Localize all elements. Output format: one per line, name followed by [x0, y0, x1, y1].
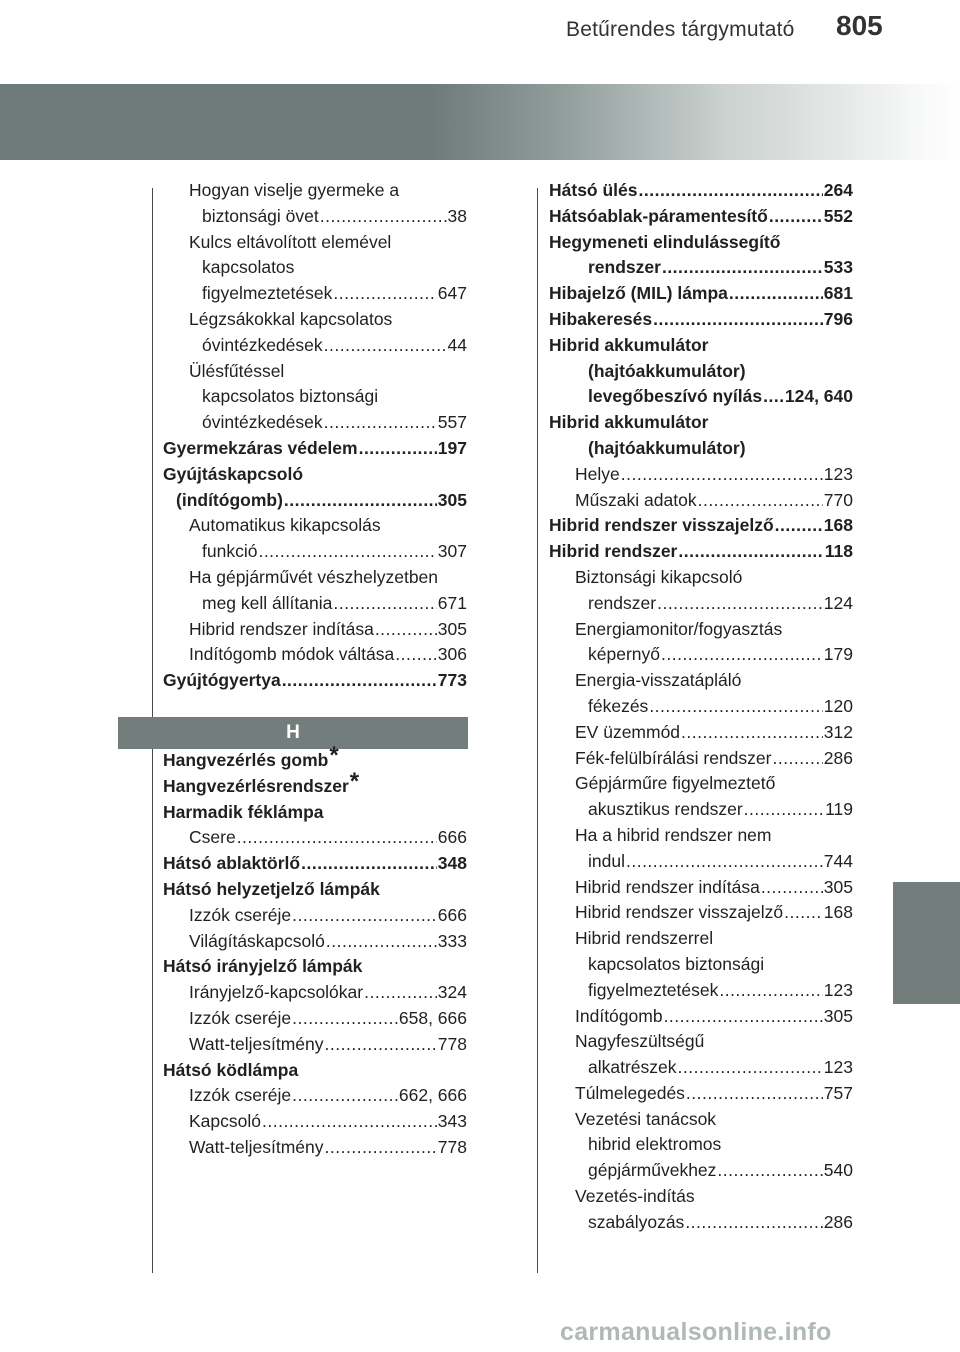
dot-leader: [664, 1004, 823, 1030]
entry-page: 306: [437, 644, 467, 665]
index-entry: [549, 1132, 853, 1158]
index-entry: [549, 333, 853, 359]
dot-leader: [657, 591, 823, 617]
entry-text: akusztikus rendszer: [588, 799, 743, 820]
page-header: [0, 0, 960, 76]
index-entry: [163, 929, 467, 955]
index-entry: [549, 204, 853, 230]
index-entry: [163, 436, 467, 462]
index-entry: [549, 926, 853, 952]
index-entry: [163, 230, 467, 256]
dot-leader: [649, 694, 822, 720]
index-entry: [549, 436, 853, 462]
entry-page: 778: [437, 1136, 467, 1157]
entry-text: Ha gépjárművét vészhelyzetben: [189, 566, 439, 587]
dot-leader: [698, 488, 823, 514]
entry-text: rendszer: [588, 257, 661, 278]
dot-leader: [662, 255, 823, 281]
entry-page: 666: [437, 904, 467, 925]
entry-page: 286: [823, 1211, 853, 1232]
entry-page: 123: [823, 1057, 853, 1078]
index-entry: [549, 178, 853, 204]
dot-leader: [626, 849, 823, 875]
entry-text: Hangvezérlésrendszer: [163, 775, 349, 796]
entry-text: gépjárművekhez: [588, 1160, 717, 1181]
entry-page: 305: [437, 618, 467, 639]
index-entry: [549, 359, 853, 385]
chapter-thumb-tab: [893, 882, 960, 1004]
index-entry: [163, 1032, 467, 1058]
dot-leader: [359, 436, 437, 462]
dot-leader: [237, 825, 437, 851]
entry-text: hibrid elektromos: [588, 1134, 722, 1155]
entry-text: Csere: [189, 827, 236, 848]
index-entry: [163, 668, 467, 694]
index-entry: [163, 1006, 467, 1032]
entry-text: Hibrid rendszer visszajelző: [575, 902, 784, 923]
dot-leader: [301, 851, 437, 877]
dot-leader: [325, 1135, 437, 1161]
entry-text: óvintézkedések: [202, 334, 323, 355]
index-entry: [549, 1029, 853, 1055]
entry-text: (hajtóakkumulátor): [588, 360, 746, 381]
entry-text: Hátsó ülés: [549, 180, 638, 200]
entry-page: 120: [823, 695, 853, 716]
entry-text: Watt-teljesítmény: [189, 1033, 324, 1054]
entry-text: figyelmeztetések: [202, 283, 333, 304]
index-entry: [163, 642, 467, 668]
entry-text: Vezetési tanácsok: [575, 1108, 717, 1129]
index-entry: [163, 1083, 467, 1109]
index-entry: [549, 1184, 853, 1210]
entry-text: kapcsolatos biztonsági: [202, 386, 379, 407]
index-entry: [549, 488, 853, 514]
index-entry: [549, 462, 853, 488]
entry-page: 552: [823, 205, 853, 226]
entry-page: 757: [823, 1082, 853, 1103]
entry-text: Hátsóablak-páramentesítő: [549, 205, 768, 226]
entry-text: Indítógomb: [575, 1005, 663, 1026]
index-entry: [163, 851, 467, 877]
dot-leader: [262, 1109, 437, 1135]
index-entry: [549, 410, 853, 436]
index-entry: [549, 823, 853, 849]
entry-text: Kapcsoló: [189, 1111, 261, 1132]
index-entry: [549, 978, 853, 1004]
entry-page: 307: [437, 541, 467, 562]
letter-heading: H: [118, 717, 468, 749]
dot-leader: [639, 178, 823, 204]
dot-leader: [761, 875, 823, 901]
index-entry: [163, 539, 467, 565]
entry-text: Irányjelző-kapcsolókar: [189, 982, 364, 1003]
dot-leader: [719, 978, 822, 1004]
entry-page: 305: [437, 489, 467, 510]
entry-text: Indítógomb módok váltása: [189, 644, 395, 665]
index-entry: [549, 513, 853, 539]
entry-text: (indítógomb): [176, 489, 283, 510]
entry-page: 38: [447, 205, 467, 226]
dot-leader: [686, 1081, 823, 1107]
dot-leader: [326, 929, 437, 955]
entry-page: 305: [823, 876, 853, 897]
entry-page: 168: [823, 515, 853, 536]
entry-text: Izzók cseréje: [189, 1085, 292, 1106]
entry-page: 118: [824, 541, 853, 562]
entry-text: Nagyfeszültségű: [575, 1031, 705, 1052]
entry-text: indul: [588, 850, 625, 871]
entry-page: 658, 666: [398, 1007, 467, 1028]
asterisk-mark: *: [329, 742, 339, 770]
index-entry: [163, 591, 467, 617]
index-entry: [163, 384, 467, 410]
index-entry: [163, 255, 467, 281]
dot-leader: [320, 204, 447, 230]
entry-page: 647: [437, 283, 467, 304]
entry-text: képernyő: [588, 644, 660, 665]
dot-leader: [621, 462, 823, 488]
entry-text: kapcsolatos biztonsági: [588, 953, 765, 974]
index-entry: [163, 1109, 467, 1135]
dot-leader: [258, 539, 436, 565]
entry-page: 348: [437, 853, 467, 874]
entry-page: 264: [823, 180, 853, 200]
dot-leader: [685, 1210, 822, 1236]
entry-text: Hegymeneti elindulássegítő: [549, 231, 781, 252]
index-entry: [163, 1058, 467, 1084]
index-column-left-h: [163, 742, 467, 1161]
section-title: Betűrendes tárgymutató: [566, 18, 795, 41]
entry-page: 286: [823, 747, 853, 768]
entry-text: Hangvezérlés gomb: [163, 750, 329, 770]
entry-text: Hibrid akkumulátor: [549, 334, 709, 355]
dot-leader: [333, 281, 436, 307]
entry-text: Hibrid rendszer indítása: [189, 618, 374, 639]
index-entry: [549, 746, 853, 772]
entry-text: Gyújtáskapcsoló: [163, 463, 304, 484]
dot-leader: [375, 617, 437, 643]
index-entry: [163, 800, 467, 826]
index-entry: [549, 849, 853, 875]
entry-text: fékezés: [588, 695, 649, 716]
index-entry: [163, 410, 467, 436]
index-entry: [549, 1004, 853, 1030]
entry-text: szabályozás: [588, 1211, 685, 1232]
index-entry: [549, 591, 853, 617]
entry-text: Fék-felülbírálási rendszer: [575, 747, 772, 768]
entry-text: EV üzemmód: [575, 721, 681, 742]
index-entry: [163, 877, 467, 903]
entry-text: Izzók cseréje: [189, 904, 292, 925]
dot-leader: [744, 797, 824, 823]
index-entry: [549, 900, 853, 926]
index-entry: [549, 307, 853, 333]
entry-text: (hajtóakkumulátor): [588, 437, 746, 458]
entry-page: 533: [823, 257, 853, 278]
dot-leader: [784, 900, 823, 926]
index-entry: [163, 742, 467, 774]
entry-text: Automatikus kikapcsolás: [189, 515, 381, 536]
entry-page: 744: [823, 850, 853, 871]
entry-text: Energia-visszatápláló: [575, 670, 742, 691]
entry-page: 168: [823, 902, 853, 923]
index-entry: [549, 1081, 853, 1107]
dot-leader: [717, 1158, 822, 1184]
dot-leader: [324, 333, 447, 359]
entry-page: 179: [823, 644, 853, 665]
entry-text: alkatrészek: [588, 1057, 677, 1078]
index-entry: [549, 1210, 853, 1236]
entry-text: Hátsó irányjelző lámpák: [163, 956, 363, 977]
entry-page: 123: [823, 979, 853, 1000]
index-entry: [549, 565, 853, 591]
page-number: 805: [836, 10, 883, 41]
entry-text: Helye: [575, 463, 620, 484]
index-entry: [549, 668, 853, 694]
index-entry: [549, 1158, 853, 1184]
index-entry: [163, 333, 467, 359]
entry-text: Hátsó helyzetjelző lámpák: [163, 878, 380, 899]
entry-text: Hibrid rendszer: [549, 541, 678, 562]
index-entry: [549, 797, 853, 823]
index-entry: [549, 539, 853, 565]
dot-leader: [284, 488, 437, 514]
index-entry: [163, 462, 467, 488]
watermark: carmanualsonline.info: [560, 1318, 832, 1346]
entry-page: 662, 666: [398, 1085, 467, 1106]
entry-page: 324: [437, 982, 467, 1003]
index-entry: [163, 980, 467, 1006]
entry-page: 796: [823, 308, 853, 329]
index-entry: [163, 307, 467, 333]
index-entry: [549, 230, 853, 256]
entry-text: Harmadik féklámpa: [163, 801, 324, 822]
index-column-right: [549, 178, 853, 1236]
index-entry: [549, 255, 853, 281]
entry-page: 312: [823, 721, 853, 742]
entry-text: Műszaki adatok: [575, 489, 697, 510]
asterisk-mark: *: [349, 767, 360, 795]
dot-leader: [763, 384, 784, 410]
dot-leader: [364, 980, 437, 1006]
dot-leader: [325, 1032, 437, 1058]
index-entry: [163, 281, 467, 307]
dot-leader: [333, 591, 436, 617]
entry-page: 119: [825, 799, 853, 820]
entry-page: 557: [437, 412, 467, 433]
entry-text: levegőbeszívó nyílás: [588, 386, 763, 407]
entry-text: Túlmelegedés: [575, 1082, 685, 1103]
entry-page: 773: [437, 670, 467, 691]
entry-text: Biztonsági kikapcsoló: [575, 566, 743, 587]
entry-text: Kulcs eltávolított elemével: [189, 231, 392, 252]
dot-leader: [775, 513, 823, 539]
entry-text: Hibrid rendszer indítása: [575, 876, 760, 897]
entry-page: 333: [437, 930, 467, 951]
index-entry: [163, 767, 467, 800]
entry-text: rendszer: [588, 592, 657, 613]
index-entry: [163, 565, 467, 591]
entry-text: Hibrid rendszer visszajelző: [549, 515, 774, 536]
entry-text: Hátsó ablaktörlő: [163, 853, 301, 874]
entry-text: Légzsákokkal kapcsolatos: [189, 308, 393, 329]
entry-text: Ülésfűtéssel: [189, 360, 285, 381]
index-entry: [549, 875, 853, 901]
entry-text: Izzók cseréje: [189, 1007, 292, 1028]
dot-leader: [678, 539, 823, 565]
dot-leader: [653, 307, 823, 333]
index-column-left-top: [163, 178, 467, 694]
index-entry: [549, 720, 853, 746]
header-gradient-band: [0, 84, 960, 160]
index-entry: [549, 952, 853, 978]
index-entry: [549, 1107, 853, 1133]
entry-page: 666: [437, 827, 467, 848]
index-entry: [549, 771, 853, 797]
dot-leader: [292, 1083, 398, 1109]
index-entry: [163, 954, 467, 980]
entry-text: Hibrid rendszerrel: [575, 928, 714, 949]
index-entry: [163, 488, 467, 514]
entry-text: Hibajelző (MIL) lámpa: [549, 283, 728, 304]
index-entry: [549, 617, 853, 643]
entry-page: 540: [823, 1160, 853, 1181]
index-entry: [163, 359, 467, 385]
index-entry: [549, 1055, 853, 1081]
entry-text: Energiamonitor/fogyasztás: [575, 618, 783, 639]
column-divider-right: [537, 188, 538, 1273]
entry-text: Watt-teljesítmény: [189, 1136, 324, 1157]
dot-leader: [324, 410, 437, 436]
entry-page: 671: [437, 592, 467, 613]
entry-page: 123: [823, 463, 853, 484]
entry-page: 124, 640: [784, 386, 853, 407]
dot-leader: [729, 281, 823, 307]
index-entry: [549, 694, 853, 720]
dot-leader: [292, 1006, 398, 1032]
entry-text: Gyermekzáras védelem: [163, 437, 358, 458]
dot-leader: [769, 204, 823, 230]
index-entry: [549, 281, 853, 307]
entry-text: biztonsági övet: [202, 205, 319, 226]
entry-page: 681: [823, 283, 853, 304]
dot-leader: [678, 1055, 823, 1081]
entry-text: Hibakeresés: [549, 308, 653, 329]
index-entry: [163, 825, 467, 851]
dot-leader: [772, 746, 822, 772]
entry-page: 343: [437, 1111, 467, 1132]
index-entry: [549, 642, 853, 668]
entry-page: 305: [823, 1005, 853, 1026]
entry-text: meg kell állítania: [202, 592, 333, 613]
dot-leader: [292, 903, 437, 929]
index-entry: [163, 617, 467, 643]
entry-text: Világításkapcsoló: [189, 930, 325, 951]
index-entry: [163, 204, 467, 230]
index-entry: [163, 513, 467, 539]
dot-leader: [681, 720, 823, 746]
dot-leader: [395, 642, 437, 668]
entry-text: Hogyan viselje gyermeke a: [189, 180, 400, 200]
dot-leader: [661, 642, 823, 668]
entry-text: Hibrid akkumulátor: [549, 412, 709, 433]
entry-text: Gyújtógyertya: [163, 670, 281, 691]
dot-leader: [282, 668, 437, 694]
index-entry: [549, 384, 853, 410]
entry-text: Gépjárműre figyelmeztető: [575, 773, 776, 794]
entry-text: óvintézkedések: [202, 412, 323, 433]
entry-text: funkció: [202, 541, 258, 562]
entry-text: Vezetés-indítás: [575, 1186, 695, 1207]
entry-text: kapcsolatos: [202, 257, 295, 278]
index-entry: [163, 178, 467, 204]
entry-page: 770: [823, 489, 853, 510]
index-entry: [163, 903, 467, 929]
entry-page: 44: [447, 334, 467, 355]
entry-text: Ha a hibrid rendszer nem: [575, 824, 772, 845]
entry-page: 197: [437, 437, 467, 458]
index-entry: [163, 1135, 467, 1161]
entry-text: figyelmeztetések: [588, 979, 719, 1000]
entry-page: 778: [437, 1033, 467, 1054]
entry-text: Hátsó ködlámpa: [163, 1059, 299, 1080]
entry-page: 124: [823, 592, 853, 613]
